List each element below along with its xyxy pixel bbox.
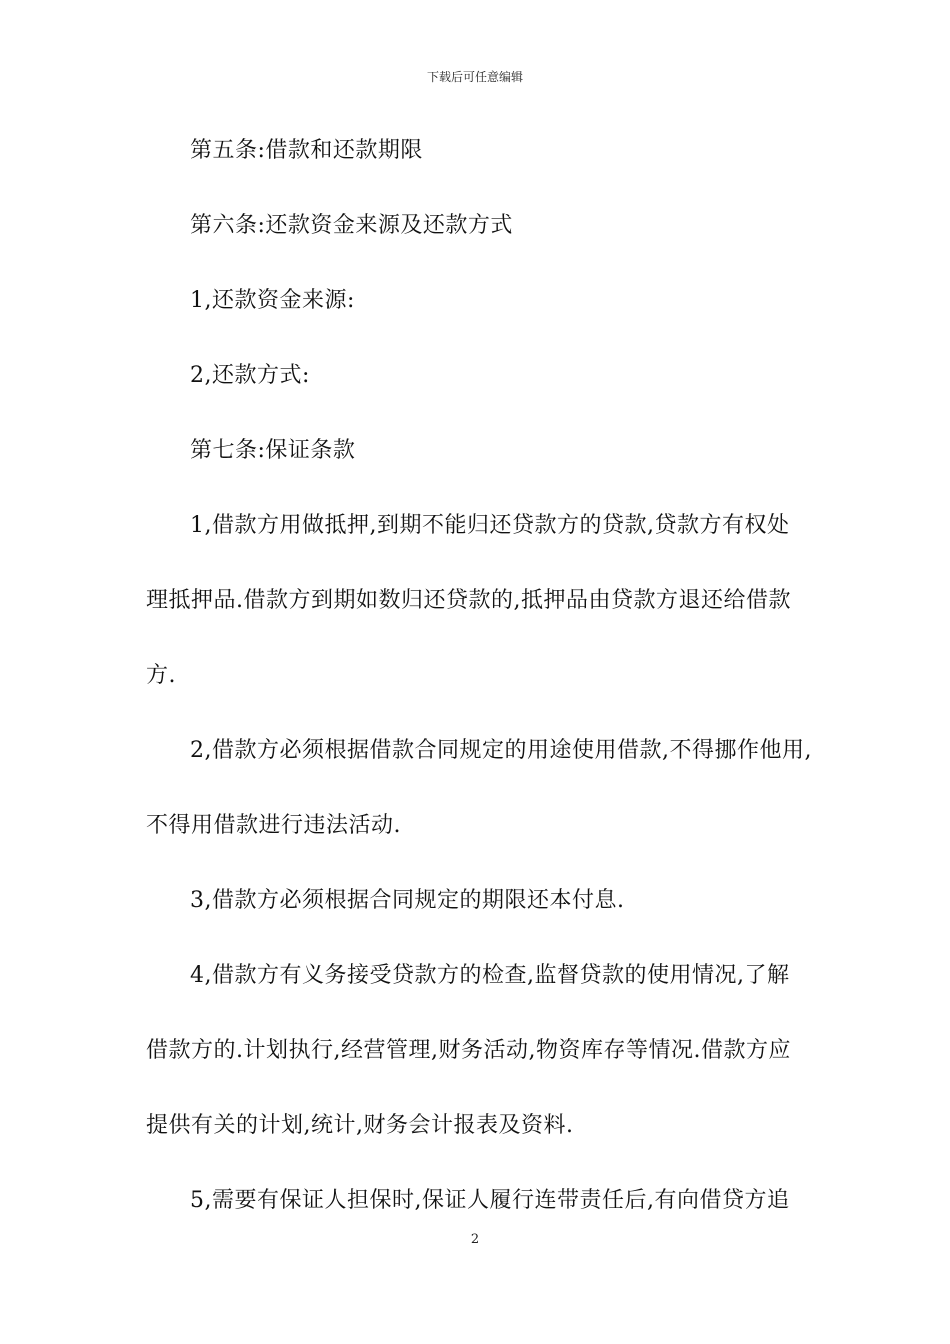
clause-1-line-3: 方.	[146, 663, 176, 688]
clause-2-line-2: 不得用借款进行违法活动.	[146, 813, 401, 838]
article-5-heading: 第五条:借款和还款期限	[190, 138, 423, 163]
page-number: 2	[470, 1232, 480, 1247]
repayment-method-item: 2,还款方式:	[190, 363, 310, 388]
page-header: 下载后可任意编辑	[426, 70, 523, 84]
clause-5-line-1: 5,需要有保证人担保时,保证人履行连带责任后,有向借贷方追	[190, 1188, 790, 1213]
clause-1-line-2: 理抵押品.借款方到期如数归还贷款的,抵押品由贷款方退还给借款	[146, 588, 791, 613]
clause-1-line-1: 1,借款方用做抵押,到期不能归还贷款方的贷款,贷款方有权处	[190, 513, 790, 538]
repayment-source-item: 1,还款资金来源:	[190, 288, 355, 313]
clause-4-line-2: 借款方的.计划执行,经营管理,财务活动,物资库存等情况.借款方应	[146, 1038, 791, 1063]
article-7-heading: 第七条:保证条款	[190, 438, 356, 463]
article-6-heading: 第六条:还款资金来源及还款方式	[190, 213, 513, 238]
clause-2-line-1: 2,借款方必须根据借款合同规定的用途使用借款,不得挪作他用,	[190, 738, 812, 763]
clause-3-line-1: 3,借款方必须根据合同规定的期限还本付息.	[190, 888, 625, 913]
clause-4-line-1: 4,借款方有义务接受贷款方的检查,监督贷款的使用情况,了解	[190, 963, 790, 988]
clause-4-line-3: 提供有关的计划,统计,财务会计报表及资料.	[146, 1113, 574, 1138]
